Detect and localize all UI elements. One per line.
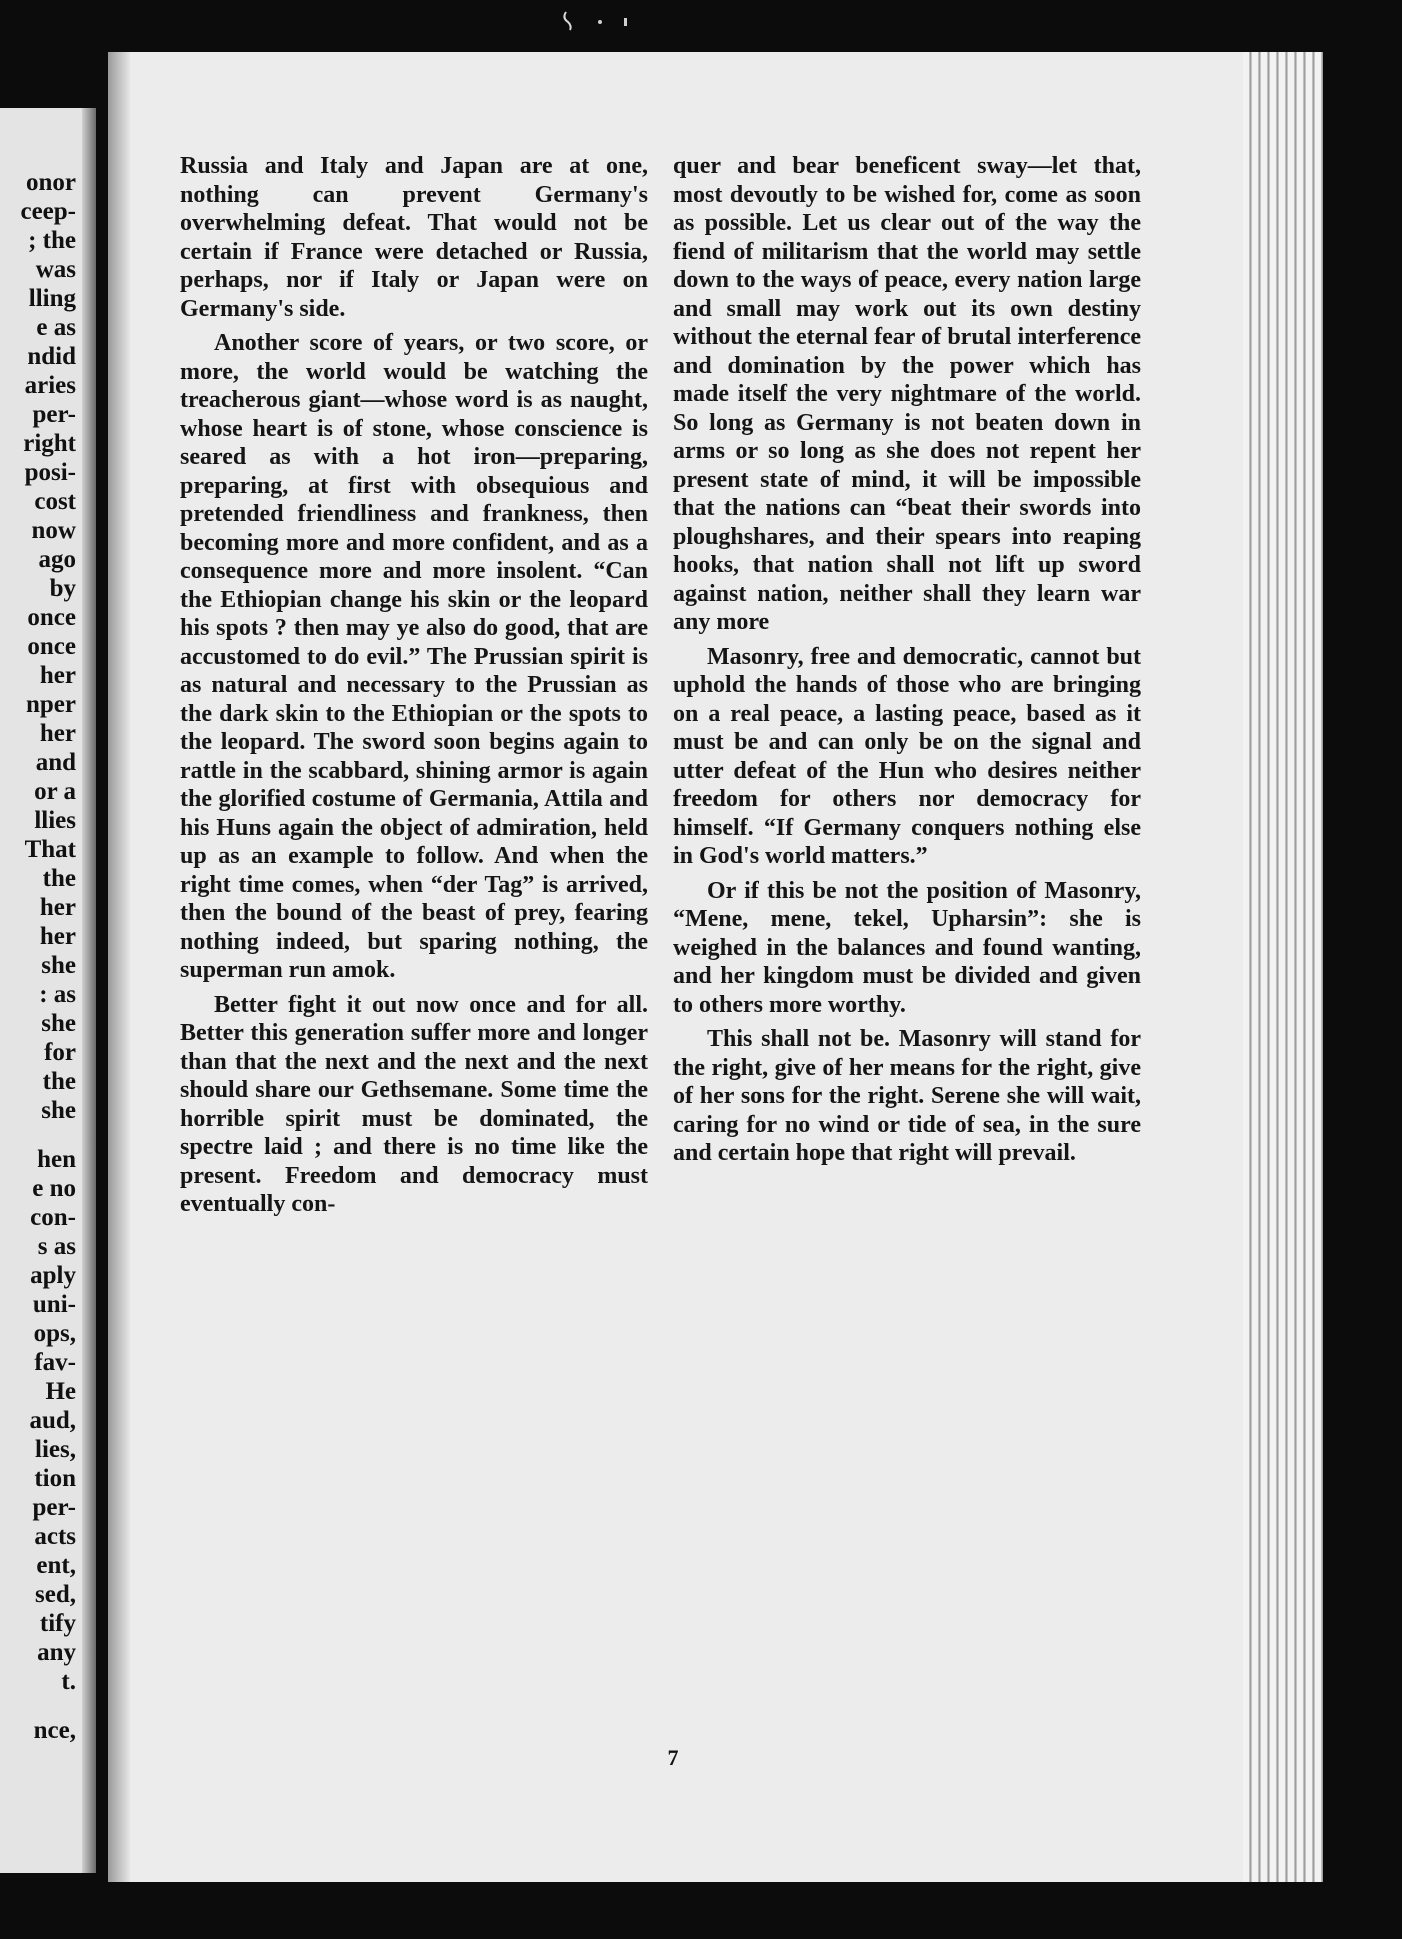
page-stack-edge	[1243, 52, 1323, 1882]
previous-page-line: ent,	[36, 1552, 76, 1579]
previous-page-line: by	[49, 575, 76, 602]
previous-page-line: e no	[32, 1175, 76, 1202]
previous-page-line: she	[41, 952, 76, 979]
previous-page-edge	[0, 108, 96, 1873]
previous-page-line: any	[37, 1639, 76, 1666]
previous-page-line: tion	[34, 1465, 76, 1492]
previous-page-line: ndid	[27, 343, 76, 370]
page-spine-shadow	[108, 52, 130, 1882]
previous-page-line: s as	[37, 1233, 76, 1260]
previous-page-text	[20, 168, 76, 1745]
previous-page-line: : as	[39, 981, 76, 1008]
previous-page-line: her	[39, 720, 76, 747]
previous-page-line: her	[39, 894, 76, 921]
previous-page-line: con-	[30, 1204, 76, 1231]
previous-page-line: aply	[30, 1262, 76, 1289]
previous-page-line: right	[23, 430, 76, 457]
previous-page-line: her	[39, 662, 76, 689]
previous-page-line: lling	[28, 285, 76, 312]
previous-page-line: ops,	[33, 1320, 76, 1347]
left-paragraph-1: Russia and Italy and Japan are at one, nothing can prevent Germany's overwhelming defeat. That would not be certain if France were detached or Russia, perhaps, nor if Italy or Japan were on Germany's side.	[180, 153, 648, 322]
previous-page-line: hen	[37, 1146, 76, 1173]
gutter-shadow	[82, 108, 96, 1873]
left-paragraph-2: Another score of years, or two score, or more, the world would be watching the treacherous giant—whose word is as naught, whose heart is of stone, whose conscience is seared as with a hot iron—preparing, preparing, at first with obsequious and pretended friendliness and frankness, then becoming more and more confident, and as a consequence more and more insolent. “Can the Ethiopian change his skin or the leopard his spots ? then may ye also do good, that are accustomed to do evil.” The Prussian spirit is as natural and necessary to the Prussian as the dark skin to the Ethiopian or the spots to the leopard. The sword soon begins again to rattle in the scabbard, shining armor is again the glorified costume of Germania, Attila and his Huns again the object of admiration, held up as an example to follow. And when the right time comes, when “der Tag” is arrived, then the bound of the beast of prey, fearing nothing indeed, but sparing nothing, the superman run amok.	[180, 330, 648, 983]
previous-page-line: now	[31, 517, 76, 544]
previous-page-line: lies,	[35, 1436, 76, 1463]
previous-page-line: tify	[39, 1610, 76, 1637]
right-column	[673, 152, 1141, 1174]
previous-page-line: once	[27, 633, 76, 660]
previous-page-line: sed,	[35, 1581, 76, 1608]
previous-page-line: onor	[26, 169, 76, 196]
previous-page-line: she	[41, 1010, 76, 1037]
previous-page-line: t.	[61, 1668, 76, 1695]
previous-page-line: nper	[26, 691, 76, 718]
previous-page-line	[20, 1125, 76, 1145]
previous-page-line: the	[42, 1068, 76, 1095]
previous-page-line: uni-	[32, 1291, 76, 1318]
page-number: 7	[667, 1745, 679, 1770]
previous-page-line: was	[35, 256, 76, 283]
previous-page-line: He	[45, 1378, 76, 1405]
previous-page-line	[20, 1696, 76, 1716]
previous-page-line: That	[24, 836, 76, 863]
previous-page-line: e as	[36, 314, 76, 341]
previous-page-line: for	[44, 1039, 76, 1066]
right-paragraph-1: quer and bear beneficent sway—let that, most devoutly to be wished for, come as soon as possible. Let us clear out of the way the fiend of militarism that the world may settle down to the ways of peace, every nation large and small may work out its own destiny without the eternal fear of brutal interference and domination by the power which has made itself the very nightmare of the world. So long as Germany is not beaten down in arms or so long as she does not repent her present state of mind, it will be impossible that the nations can “beat their swords into ploughshares, and their spears into reaping hooks, that nation shall not lift up sword against nation, neither shall they learn war any more	[673, 153, 1141, 635]
right-paragraph-4: This shall not be. Masonry will stand for the right, give of her means for the right, give of her sons for the right. Serene she will wait, caring for no wind or tide of sea, in the sure and certain hope that right will prevail.	[673, 1026, 1141, 1166]
left-column	[180, 152, 648, 1225]
previous-page-line: cost	[34, 488, 76, 515]
top-scan-marks	[560, 8, 640, 34]
previous-page-line: she	[41, 1097, 76, 1124]
previous-page-line: ceep-	[20, 198, 76, 225]
previous-page-line: acts	[34, 1523, 76, 1550]
previous-page-line: once	[27, 604, 76, 631]
right-paragraph-3: Or if this be not the position of Masonry, “Mene, mene, tekel, Upharsin”: she is weighed in the balances and found wanting, and her kingdom must be divided and given to others more worthy.	[673, 877, 1141, 1018]
previous-page-line: aries	[24, 372, 76, 399]
previous-page-line: per-	[32, 1494, 76, 1521]
previous-page-line: aud,	[29, 1407, 76, 1434]
left-paragraph-3: Better fight it out now once and for all. Better this generation suffer more and longer than that the next and the next and the next should share our Gethsemane. Some time the horrible spirit must be dominated, the spectre laid ; and there is no time like the present. Freedom and democracy must eventually con-	[180, 991, 648, 1217]
previous-page-line: per-	[32, 401, 76, 428]
previous-page-line: ; the	[28, 227, 76, 254]
previous-page-line: the	[42, 865, 76, 892]
previous-page-line: nce,	[33, 1717, 76, 1744]
page	[108, 52, 1323, 1882]
previous-page-line: her	[39, 923, 76, 950]
previous-page-line: or a	[34, 778, 76, 805]
previous-page-line: fav-	[34, 1349, 76, 1376]
previous-page-line: llies	[34, 807, 76, 834]
previous-page-line: ago	[38, 546, 76, 573]
previous-page-line: and	[35, 749, 76, 776]
previous-page-line: posi-	[24, 459, 76, 486]
right-paragraph-2: Masonry, free and democratic, cannot but uphold the hands of those who are bringing on a real peace, a lasting peace, based as it must be and can only be on the signal and utter defeat of the Hun who desires neither freedom for others nor democracy for himself. “If Germany conquers nothing else in God's world matters.”	[673, 643, 1141, 869]
